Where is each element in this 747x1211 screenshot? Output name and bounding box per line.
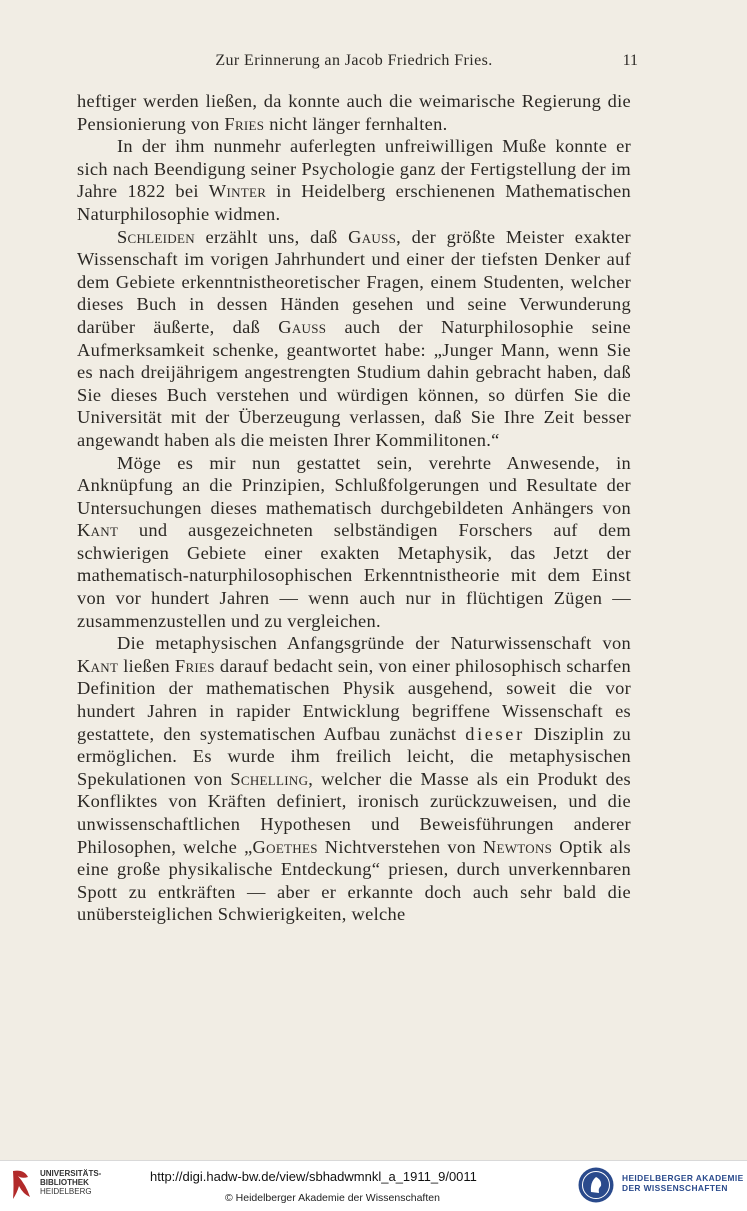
paragraph-5: Die metaphysischen Anfangsgründe der Naturwissenschaft von Kant ließen Fries darauf bedacht sein, von einer philosophisch scharfen Definition der mathematischen Physik ausgehend, soweit die vor hundert Jahren in rapider Entwicklung begriffene Wissenschaft es gestattete, den systematischen Aufbau zunächst dieser Disziplin zu ermöglichen. Es wurde ihm freilich leicht, die metaphysischen Spekulationen von Schelling, welcher die Masse als ein Produkt des Konfliktes von Kräften definiert, ironisch zurückzuweisen, und die unwissenschaftlichen Hypothesen und Beweisführungen anderer Philosophen, welche „Goethes Nichtverstehen von Newtons Optik als eine große physikalische Entdeckung“ priesen, durch unverkennbaren Spott zu entkräften — aber er erkannte doch auch sehr bald die unübersteiglichen Schwierigkeiten, welche [77,633,631,925]
name-kant: Kant [77,655,119,676]
permalink-url[interactable]: http://digi.hadw-bw.de/view/sbhadwmnkl_a_1911_9/0011 [150,1169,477,1184]
paragraph-2: In der ihm nunmehr auferlegten unfreiwilligen Muße konnte er sich nach Beendigung seiner Psychologie ganz der Fertigstellung der im Jahre 1822 bei Winter in Heidelberg erschienenen Mathematischen Naturphilosophie widmen. [77,136,632,224]
name-newtons: Newtons [482,836,553,857]
name-gauss: Gauss [348,226,397,247]
university-library-logo-icon [10,1167,34,1203]
emphasis-dieser: dieser [465,723,525,744]
name-schelling: Schelling [230,768,309,789]
name-schleiden: Schleiden [117,226,195,247]
academy-name: HEIDELBERGER AKADEMIE DER WISSENSCHAFTEN [622,1173,744,1193]
header-title: Zur Erinnerung an Jacob Friedrich Fries. [215,52,493,69]
name-kant: Kant [77,520,119,541]
university-library-name: UNIVERSITÄTS- BIBLIOTHEK HEIDELBERG [40,1169,102,1196]
paragraph-3: Schleiden erzählt uns, daß Gauss, der größte Meister exakter Wissenschaft im vorigen Jahrhundert und einer der tiefsten Denker auf dem Gebiete erkenntnistheoretischer Fragen, einem Studenten, welcher dieses Buch in dessen Händen gesehen und seine Verwunderung darüber äußerte, daß Gauss auch der Naturphilosophie seine Aufmerksamkeit schenke, geantwortet habe: „Junger Mann, wenn Sie es nach dreijährigem angestrengten Studium dahin gebracht haben, daß Sie dieses Buch verstehen und würdigen können, so dürfen Sie die Universität mit der Überzeugung verlassen, daß Sie Ihre Zeit besser angewandt haben als die meisten Ihrer Kommilitonen.“ [77,226,631,450]
running-header [70,52,638,78]
name-fries: Fries [174,655,215,676]
academy-seal-icon [577,1166,615,1204]
footer-bar [0,1160,747,1211]
body-text [77,90,631,926]
name-fries: Fries [224,113,265,134]
name-gauss: Gauss [278,316,327,337]
page-number: 11 [622,52,638,69]
paragraph-4: Möge es mir nun gestattet sein, verehrte Anwesende, in Anknüpfung an die Prinzipien, Schlußfolgerungen und Resultate der Untersuchungen dieses mathematisch durchgebildeten Anhängers von Kant und ausgezeichneten selbständigen Forschers auf dem schwierigen Gebiete einer exakten Metaphysik, das Jetzt der mathematisch-naturphilosophischen Erkenntnistheorie mit dem Einst von vor hundert Jahren — wenn auch nur in flüchtigen Zügen — zusammenzustellen und zu vergleichen. [77,452,631,631]
copyright-notice: © Heidelberger Akademie der Wissenschaften [225,1192,440,1204]
name-winter: Winter [208,181,267,202]
name-goethes: Goethes [252,836,318,857]
paragraph-1: heftiger werden ließen, da konnte auch die weimarische Regierung die Pensionierung von Fries nicht länger fernhalten. [77,91,631,134]
